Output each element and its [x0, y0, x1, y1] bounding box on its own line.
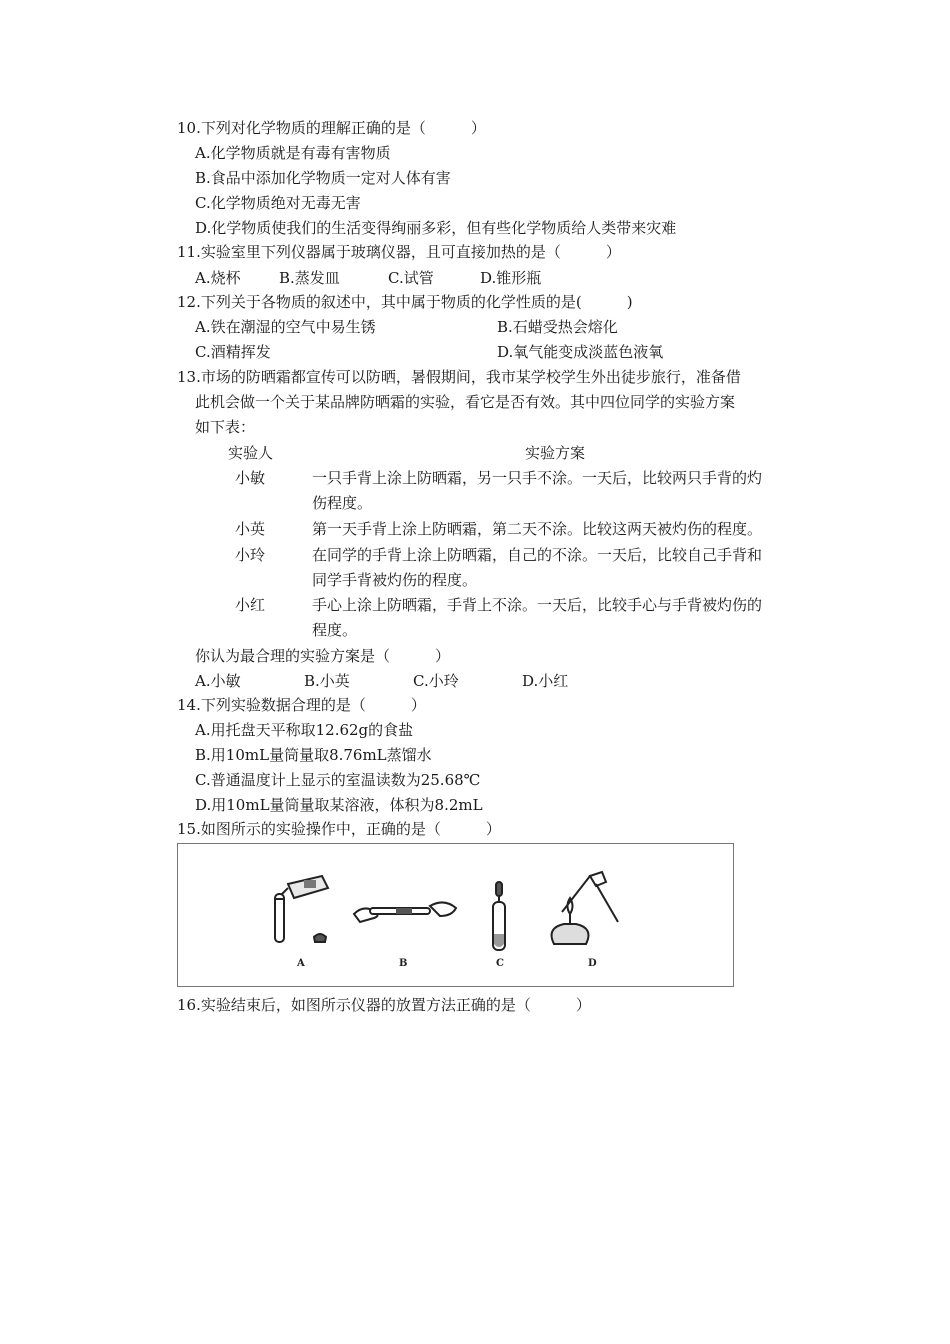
figure-b-hands-icon: [354, 902, 456, 922]
q11-option-a: A.烧杯: [195, 269, 241, 287]
q13-row-name: 小英: [235, 520, 266, 538]
figure-a-pouring-icon: [275, 876, 328, 942]
q14-option-c: C.普通温度计上显示的室温读数为25.68℃: [195, 771, 481, 789]
q14-option-a: A.用托盘天平称取12.62g的食盐: [195, 721, 414, 739]
q12-option-b: B.石蜡受热会熔化: [497, 318, 618, 336]
q14-stem: 14.下列实验数据合理的是（ ）: [177, 696, 426, 714]
figure-label-c: C: [496, 958, 504, 969]
q13-stem-line-1: 13.市场的防晒霜都宣传可以防晒，暑假期间，我市某学校学生外出徒步旅行，准备借: [177, 368, 741, 386]
q13-row-plan: 同学手背被灼伤的程度。: [312, 571, 478, 589]
q13-stem-line-2: 此机会做一个关于某品牌防晒霜的实验，看它是否有效。其中四位同学的实验方案: [195, 393, 736, 411]
figure-label-b: B: [399, 958, 408, 969]
q13-stem-line-3: 如下表：: [195, 418, 256, 436]
q13-row-plan: 伤程度。: [312, 494, 373, 512]
figure-label-a: A: [297, 958, 305, 969]
q13-row-name: 小敏: [235, 469, 266, 487]
q10-option-c: C.化学物质绝对无毒无害: [195, 194, 361, 212]
q12-option-c: C.酒精挥发: [195, 343, 271, 361]
figure-c-dropper-icon: [493, 882, 505, 950]
q11-option-d: D.锥形瓶: [480, 269, 542, 287]
q13-row-plan: 第一天手背上涂上防晒霜，第二天不涂。比较这两天被灼伤的程度。: [312, 520, 763, 538]
q12-stem: 12.下列关于各物质的叙述中，其中属于物质的化学性质的是( ): [177, 293, 633, 311]
q13-row-plan: 程度。: [312, 621, 358, 639]
q13-table-header-plan: 实验方案: [525, 444, 586, 462]
q14-option-b: B.用10mL量筒量取8.76mL蒸馏水: [195, 746, 432, 764]
q13-table-header-person: 实验人: [228, 444, 274, 462]
q13-option-c: C.小玲: [413, 672, 459, 690]
q13-row-plan: 手心上涂上防晒霜，手背上不涂。一天后，比较手心与手背被灼伤的: [312, 596, 763, 614]
q15-stem: 15.如图所示的实验操作中，正确的是（ ）: [177, 820, 501, 838]
q13-row-plan: 一只手背上涂上防晒霜，另一只手不涂。一天后，比较两只手背的灼: [312, 469, 763, 487]
q11-option-c: C.试管: [388, 269, 434, 287]
figure-d-alcohol-lamp-icon: [552, 872, 618, 944]
q13-row-name: 小红: [235, 596, 266, 614]
q14-option-d: D.用10mL量筒量取某溶液，体积为8.2mL: [195, 796, 483, 814]
q10-option-d: D.化学物质使我们的生活变得绚丽多彩，但有些化学物质给人类带来灾难: [195, 219, 677, 237]
q10-stem: 10.下列对化学物质的理解正确的是（ ）: [177, 119, 486, 137]
q13-option-a: A.小敏: [195, 672, 241, 690]
q13-row-name: 小玲: [235, 546, 266, 564]
q13-option-b: B.小英: [304, 672, 350, 690]
q13-row-plan: 在同学的手背上涂上防晒霜，自己的不涂。一天后，比较自己手背和: [312, 546, 763, 564]
lab-operations-illustration: [178, 844, 733, 986]
q16-stem: 16.实验结束后，如图所示仪器的放置方法正确的是（ ）: [177, 996, 591, 1014]
q12-option-d: D.氧气能变成淡蓝色液氧: [497, 343, 664, 361]
figure-label-d: D: [588, 958, 597, 969]
q10-option-a: A.化学物质就是有毒有害物质: [195, 144, 391, 162]
q11-stem: 11.实验室里下列仪器属于玻璃仪器，且可直接加热的是（ ）: [177, 243, 621, 261]
q11-option-b: B.蒸发皿: [279, 269, 340, 287]
q15-figure: [177, 843, 734, 987]
q13-option-d: D.小红: [522, 672, 569, 690]
q13-question: 你认为最合理的实验方案是（ ）: [195, 647, 451, 665]
q10-option-b: B.食品中添加化学物质一定对人体有害: [195, 169, 451, 187]
q12-option-a: A.铁在潮湿的空气中易生锈: [195, 318, 376, 336]
